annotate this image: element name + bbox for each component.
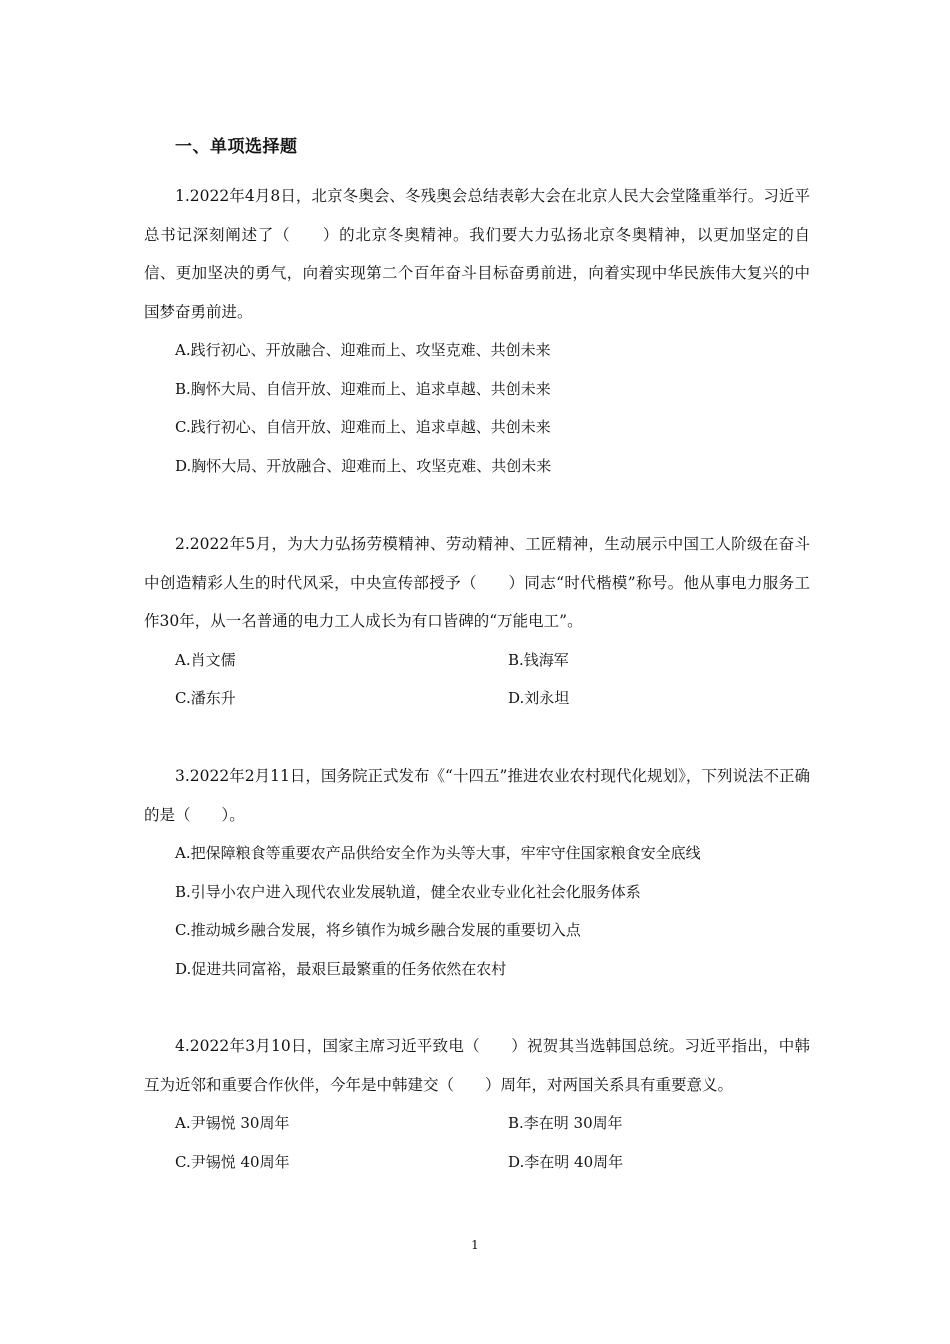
question-3 xyxy=(144,757,810,988)
question-3-option-a: A.把保障粮食等重要农产品供给安全作为头等大事，牢牢守住国家粮食安全底线 xyxy=(175,844,701,862)
question-2-option-d: D.刘永坦 xyxy=(508,689,570,707)
section-title: 一、单项选择题 xyxy=(175,137,298,157)
question-4-option-row-2 xyxy=(144,1143,810,1182)
question-2-stem: 2.2022年5月，为大力弘扬劳模精神、劳动精神、工匠精神，生动展示中国工人阶级在奋斗中创造精彩人生的时代风采，中央宣传部授予（ ）同志“时代楷模”称号。他从事电力服务工作30年，从一名普通的电力工人成长为有口皆碑的“万能电工”。 xyxy=(144,535,810,630)
question-2-option-row-1 xyxy=(144,641,810,680)
question-3-stem: 3.2022年2月11日，国务院正式发布《“十四五”推进农业农村现代化规划》，下列说法不正确的是（ ）。 xyxy=(144,767,810,824)
question-4-option-d: D.李在明 40周年 xyxy=(508,1152,624,1171)
question-4-option-a: A.尹锡悦 30周年 xyxy=(175,1114,290,1132)
question-2-option-row-2 xyxy=(144,679,810,718)
question-2-option-c: C.潘东升 xyxy=(175,689,236,707)
question-4-option-c: C.尹锡悦 40周年 xyxy=(175,1152,290,1171)
question-1-stem: 1.2022年4月8日，北京冬奥会、冬残奥会总结表彰大会在北京人民大会堂隆重举行。习近平总书记深刻阐述了（ ）的北京冬奥精神。我们要大力弘扬北京冬奥精神，以更加坚定的自信、更加坚决的勇气，向着实现第二个百年奋斗目标奋勇前进，向着实现中华民族伟大复兴的中国梦奋勇前进。 xyxy=(144,187,810,321)
question-1-option-c: C.践行初心、自信开放、迎难而上、追求卓越、共创未来 xyxy=(175,418,551,436)
question-4-stem: 4.2022年3月10日，国家主席习近平致电（ ）祝贺其当选韩国总统。习近平指出，中韩互为近邻和重要合作伙伴，今年是中韩建交（ ）周年，对两国关系具有重要意义。 xyxy=(144,1037,810,1094)
question-1 xyxy=(144,177,810,485)
question-4 xyxy=(144,1027,810,1181)
question-1-option-a: A.践行初心、开放融合、迎难而上、攻坚克难、共创未来 xyxy=(175,341,551,359)
question-3-option-b: B.引导小农户进入现代农业发展轨道，健全农业专业化社会化服务体系 xyxy=(175,882,641,901)
question-3-option-d: D.促进共同富裕，最艰巨最繁重的任务依然在农村 xyxy=(175,959,507,978)
question-3-option-c: C.推动城乡融合发展，将乡镇作为城乡融合发展的重要切入点 xyxy=(175,921,581,939)
question-2 xyxy=(144,525,810,718)
question-1-option-b: B.胸怀大局、自信开放、迎难而上、追求卓越、共创未来 xyxy=(175,379,551,398)
question-2-option-a: A.肖文儒 xyxy=(175,650,236,669)
question-2-option-b: B.钱海军 xyxy=(508,650,569,669)
question-4-option-row-1 xyxy=(144,1104,810,1143)
page-number: 1 xyxy=(471,1238,479,1252)
question-1-option-d: D.胸怀大局、开放融合、迎难而上、攻坚克难、共创未来 xyxy=(175,456,552,475)
question-4-option-b: B.李在明 30周年 xyxy=(508,1114,623,1132)
